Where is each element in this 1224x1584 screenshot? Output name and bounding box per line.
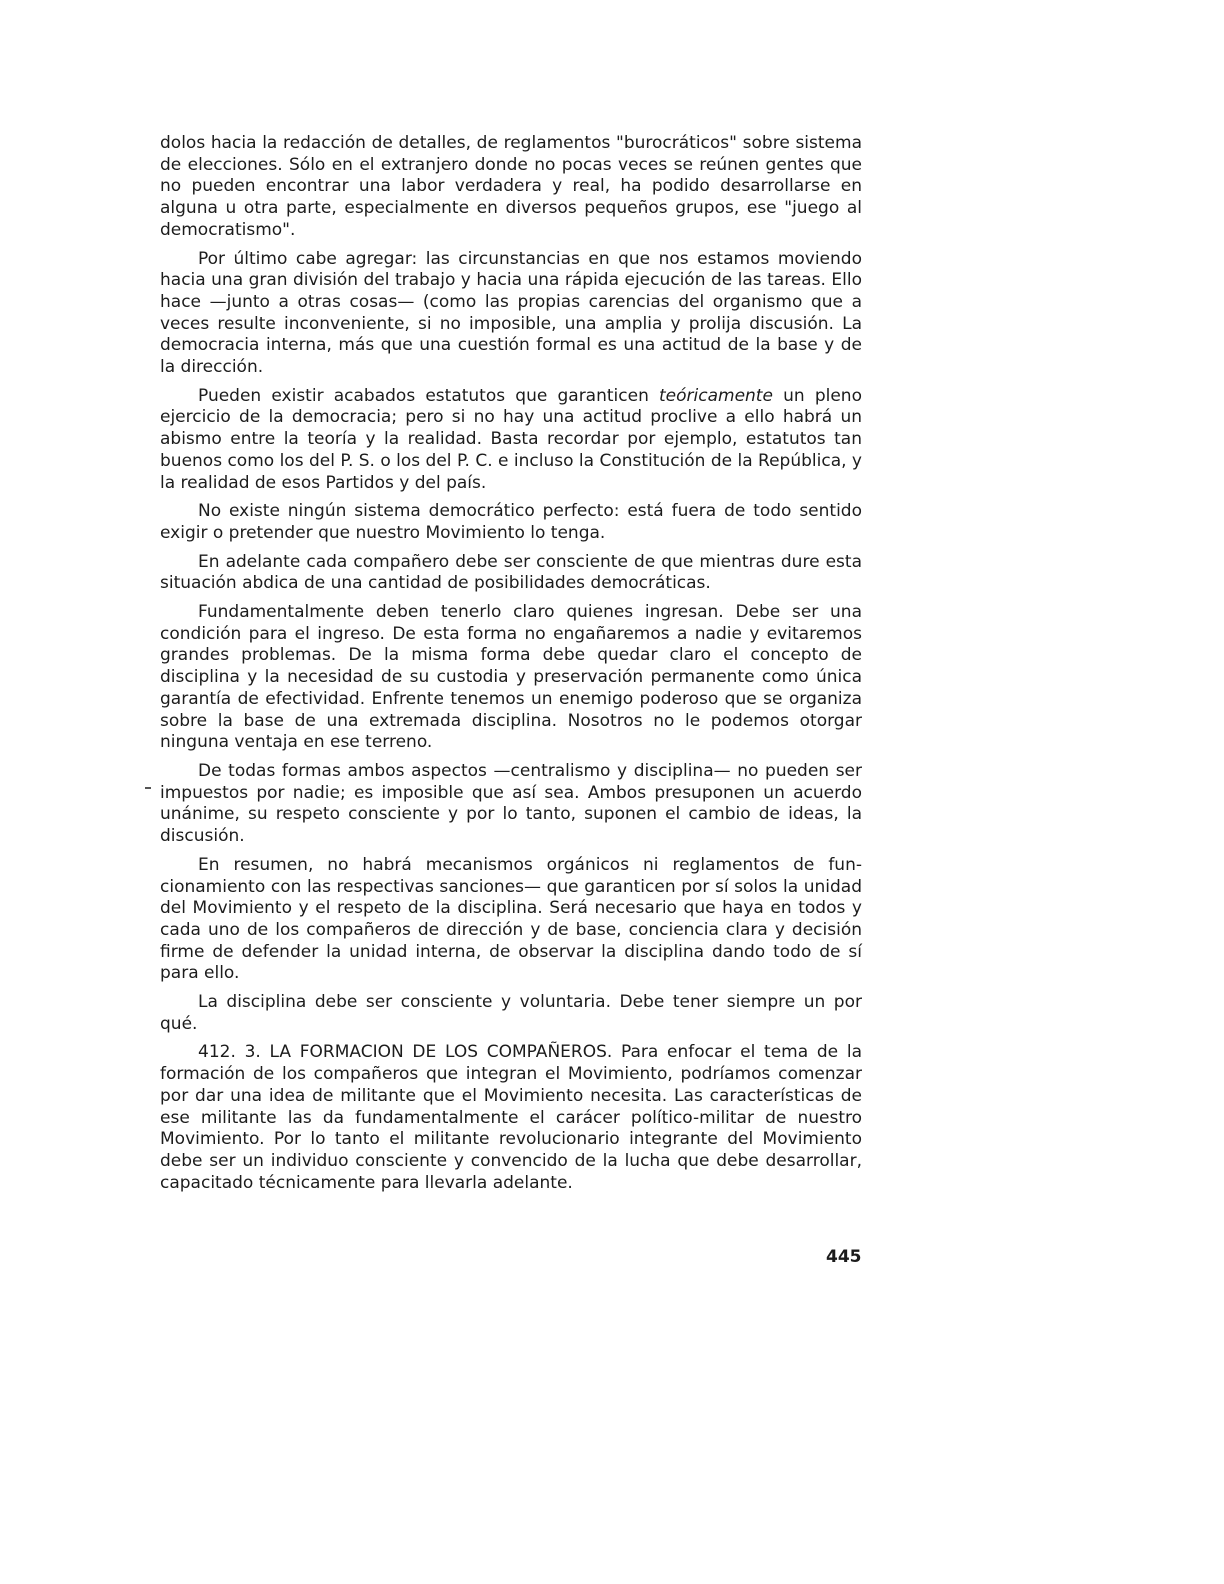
paragraph-resumen: En resumen, no habrá mecanismos orgánicos ni reglamentos de funcionamiento con las respectivas sanciones— que garanticen por sí solos la unidad del Movimiento y el respeto de la disciplina. Será necesario que haya en todos y cada uno de los compañeros de dirección y de base, conciencia clara y decisión firme de defender la unidad interna, de observar la disciplina dando todo de sí para ello. <box>160 854 862 984</box>
paragraph-centralismo: De todas formas ambos aspectos —centralismo y disciplina— no pueden ser impuestos por nadie; es imposible que así sea. Ambos presuponen un acuerdo unánime, su respeto consciente y por lo tanto, suponen el cambio de ideas, la discusión. <box>160 760 862 847</box>
body-text <box>160 133 862 1201</box>
paragraph-estatutos-end: un pleno ejercicio de la democracia; pero si no hay una actitud proclive a ello habrá un abismo entre la teoría y la realidad. Basta recordar por ejemplo, estatutos tan buenos como los del P. S. o los del P. C. e incluso la Constitución de la República, y la realidad de esos Partidos y del país. <box>160 385 862 493</box>
page-number: 445 <box>826 1247 862 1267</box>
paragraph-fundamentalmente: Fundamentalmente deben tenerlo claro quienes ingresan. Debe ser una condición para el ingreso. De esta forma no engañaremos a nadie y evitaremos grandes problemas. De la misma forma debe quedar claro el concepto de disciplina y la necesidad de su custodia y preservación permanente como única garantía de efectividad. Enfrente tenemos un enemigo poderoso que se organiza sobre la base de una extremada disciplina. Nosotros no le podemos otorgar ninguna ventaja en ese terreno. <box>160 602 862 753</box>
paragraph-sistema: No existe ningún sistema democrático perfecto: está fuera de todo sentido exigir o pretender que nuestro Movimiento lo tenga. <box>160 501 862 543</box>
paragraph-ultimo: Por último cabe agregar: las circunstancias en que nos estamos moviendo hacia una gran división del trabajo y hacia una rápida ejecución de las tareas. Ello hace —junto a otras cosas— (como las propias carencias del organismo que a veces resulte inconveniente, si no imposible, una amplia y prolija discusión. La democracia interna, más que una cuestión formal es una actitud de la base y de la dirección. <box>160 248 862 378</box>
paragraph-estatutos-emphasis: teóricamente <box>659 385 773 406</box>
paragraph-formacion: 412. 3. LA FORMACION DE LOS COMPAÑEROS. Para enfocar el tema de la formación de los compañeros que integran el Movimiento, podríamos comenzar por dar una idea de militante que el Movimiento necesita. Las características de ese militante las da fundamentalmente el carácer político-militar de nuestro Movimiento. Por lo tanto el militante revolucionario integrante del Movimiento debe ser un individuo consciente y convencido de la lucha que debe desarrollar, capacitado técnicamente para llevarla adelante. <box>160 1042 862 1193</box>
paragraph-continuation: dolos hacia la redacción de detalles, de reglamentos "burocráticos" sobre sistema de elecciones. Sólo en el extranjero donde no pocas veces se reúnen gentes que no pueden encontrar una labor verdadera y real, ha podido desarrollarse en alguna u otra parte, especialmente en diversos pequeños grupos, ese "juego al democratismo". <box>160 133 862 240</box>
paragraph-estatutos-start: Pueden existir acabados estatutos que garanticen <box>198 385 660 406</box>
paragraph-disciplina: La disciplina debe ser consciente y voluntaria. Debe tener siempre un por qué. <box>160 992 862 1034</box>
scan-mark <box>145 787 151 789</box>
paragraph-estatutos <box>160 386 862 495</box>
paragraph-adelante: En adelante cada compañero debe ser consciente de que mientras dure esta situación abdica de una cantidad de posibilidades democráticas. <box>160 551 862 594</box>
